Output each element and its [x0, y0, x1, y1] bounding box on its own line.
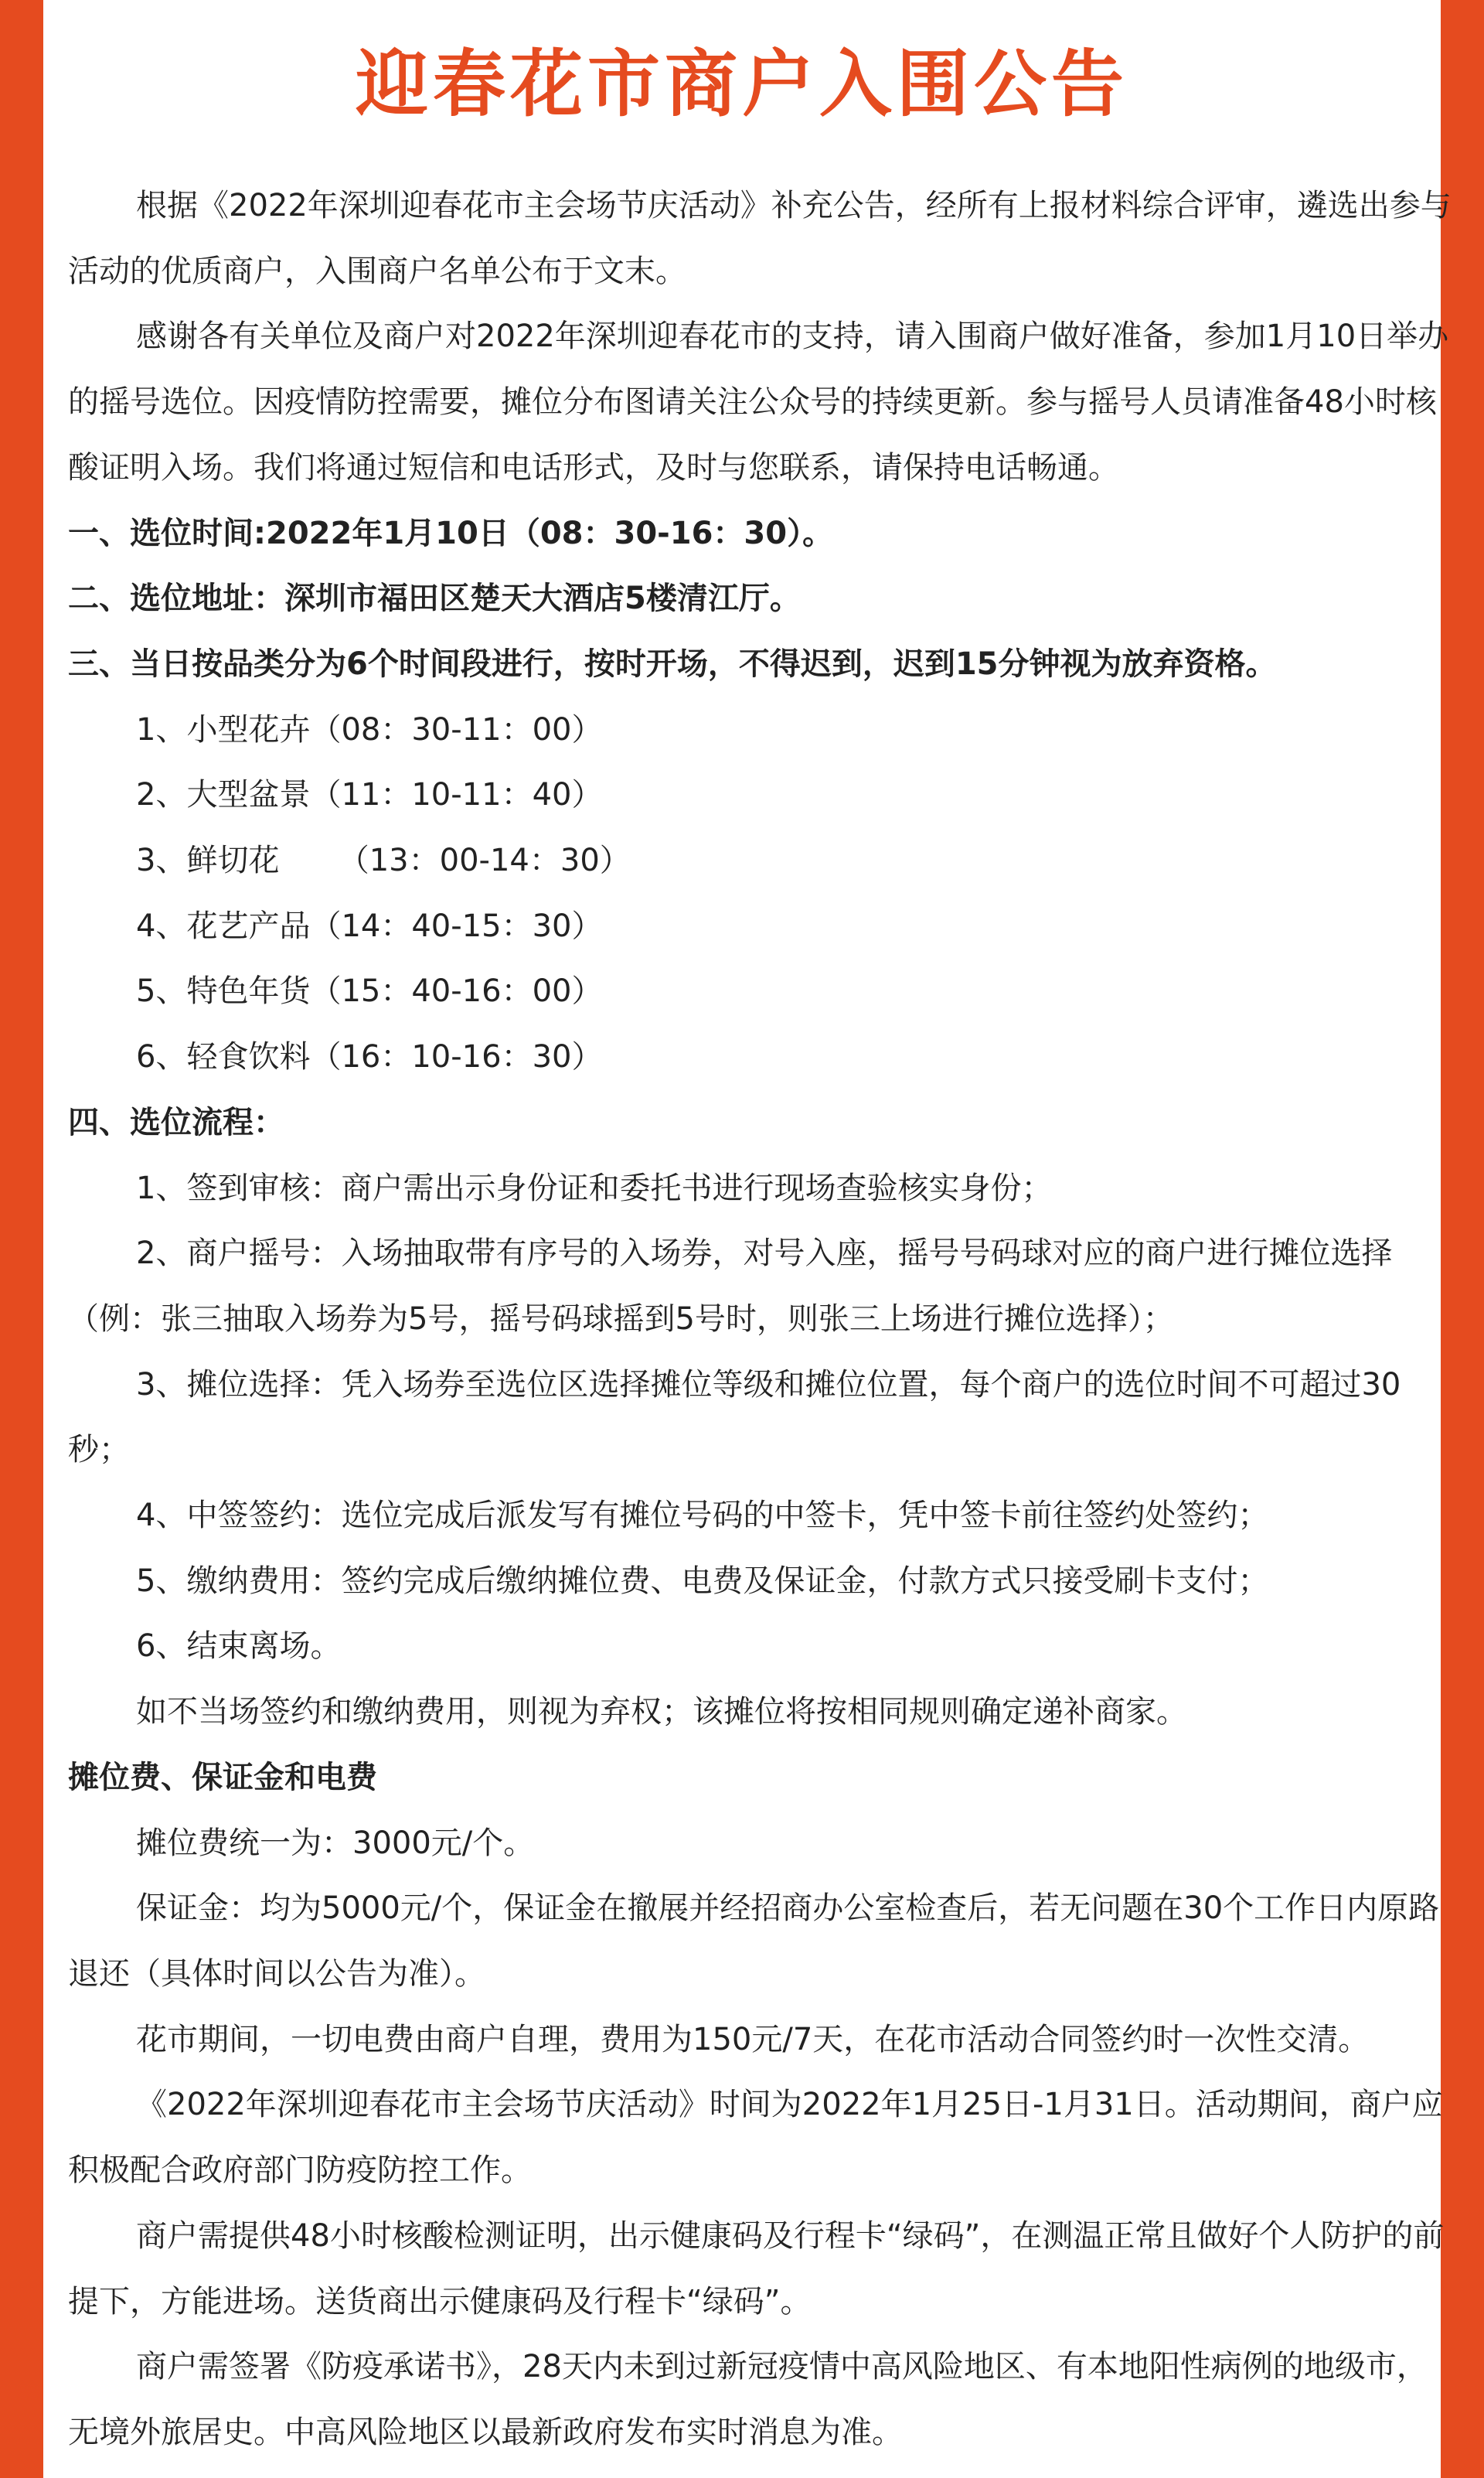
- session-item: 2、大型盆景（11：10-11：40）: [136, 777, 603, 813]
- session-item: 6、轻食饮料（16：10-16：30）: [136, 1039, 603, 1075]
- process-item: 2、商户摇号：入场抽取带有序号的入场券，对号入座，摇号号码球对应的商户进行摊位选择（例：张三抽取入场券为5号，摇号码球摇到5号时，则张三上场进行摊位选择）；: [68, 1236, 1393, 1337]
- section-heading-place: 二、选位地址：深圳市福田区楚天大酒店5楼清江厅。: [68, 581, 801, 617]
- section-heading-process: 四、选位流程：: [68, 1104, 284, 1140]
- forfeit-note: 如不当场签约和缴纳费用，则视为弃权；该摊位将按相同规则确定递补商家。: [136, 1694, 1187, 1730]
- fees-heading: 摊位费、保证金和电费: [68, 1759, 377, 1795]
- thanks-paragraph: 感谢各有关单位及商户对2022年深圳迎春花市的支持，请入围商户做好准备，参加1月10日举办的摇号选位。因疫情防控需要，摊位分布图请关注公众号的持续更新。参与摇号人员请准备48小时核酸证明入场。我们将通过短信和电话形式，及时与您联系，请保持电话畅通。: [68, 319, 1449, 486]
- health-code-paragraph: 商户需提供48小时核酸检测证明，出示健康码及行程卡“绿码”，在测温正常且做好个人防护的前提下，方能进场。送货商出示健康码及行程卡“绿码”。: [68, 2217, 1445, 2320]
- pledge-paragraph: 商户需签署《防疫承诺书》，28天内未到过新冠疫情中高风险地区、有本地阳性病例的地级市，无境外旅居史。中高风险地区以最新政府发布实时消息为准。: [68, 2349, 1428, 2450]
- section-heading-sessions: 三、当日按品类分为6个时间段进行，按时开场，不得迟到，迟到15分钟视为放弃资格。: [68, 646, 1277, 682]
- process-item: 6、结束离场。: [136, 1628, 342, 1665]
- session-item: 4、花艺产品（14：40-15：30）: [136, 908, 603, 944]
- notice-panel: [43, 0, 1452, 2478]
- intro-paragraph: 根据《2022年深圳迎春花市主会场节庆活动》补充公告，经所有上报材料综合评审，遴选出参与活动的优质商户，入围商户名单公布于文末。: [68, 188, 1452, 289]
- process-item: 5、缴纳费用：签约完成后缴纳摊位费、电费及保证金，付款方式只接受刷卡支付；: [136, 1563, 1269, 1599]
- page-title: 迎春花市商户入围公告: [355, 43, 1128, 127]
- section-heading-time: 一、选位时间:2022年1月10日（08：30-16：30）。: [68, 515, 834, 551]
- process-item: 3、摊位选择：凭入场券至选位区选择摊位等级和摊位位置，每个商户的选位时间不可超过30秒；: [68, 1366, 1401, 1468]
- event-period-paragraph: 《2022年深圳迎春花市主会场节庆活动》时间为2022年1月25日-1月31日。活动期间，商户应积极配合政府部门防疫防控工作。: [68, 2087, 1443, 2189]
- session-item: 1、小型花卉（08：30-11：00）: [136, 711, 603, 748]
- session-item: 5、特色年货（15：40-16：00）: [136, 973, 603, 1010]
- electricity-paragraph: 花市期间，一切电费由商户自理，费用为150元/7天，在花市活动合同签约时一次性交清。: [136, 2021, 1370, 2057]
- notice-body: [68, 173, 1456, 2466]
- deposit-paragraph: 保证金：均为5000元/个，保证金在撤展并经招商办公室检查后，若无问题在30个工作日内原路退还（具体时间以公告为准）。: [68, 1890, 1440, 1992]
- process-item: 4、中签签约：选位完成后派发写有摊位号码的中签卡，凭中签卡前往签约处签约；: [136, 1498, 1269, 1534]
- process-item: 1、签到审核：商户需出示身份证和委托书进行现场查验核实身份；: [136, 1170, 1053, 1206]
- session-item: 3、鲜切花 （13：00-14：30）: [136, 843, 631, 879]
- booth-fee-paragraph: 摊位费统一为：3000元/个。: [136, 1825, 535, 1861]
